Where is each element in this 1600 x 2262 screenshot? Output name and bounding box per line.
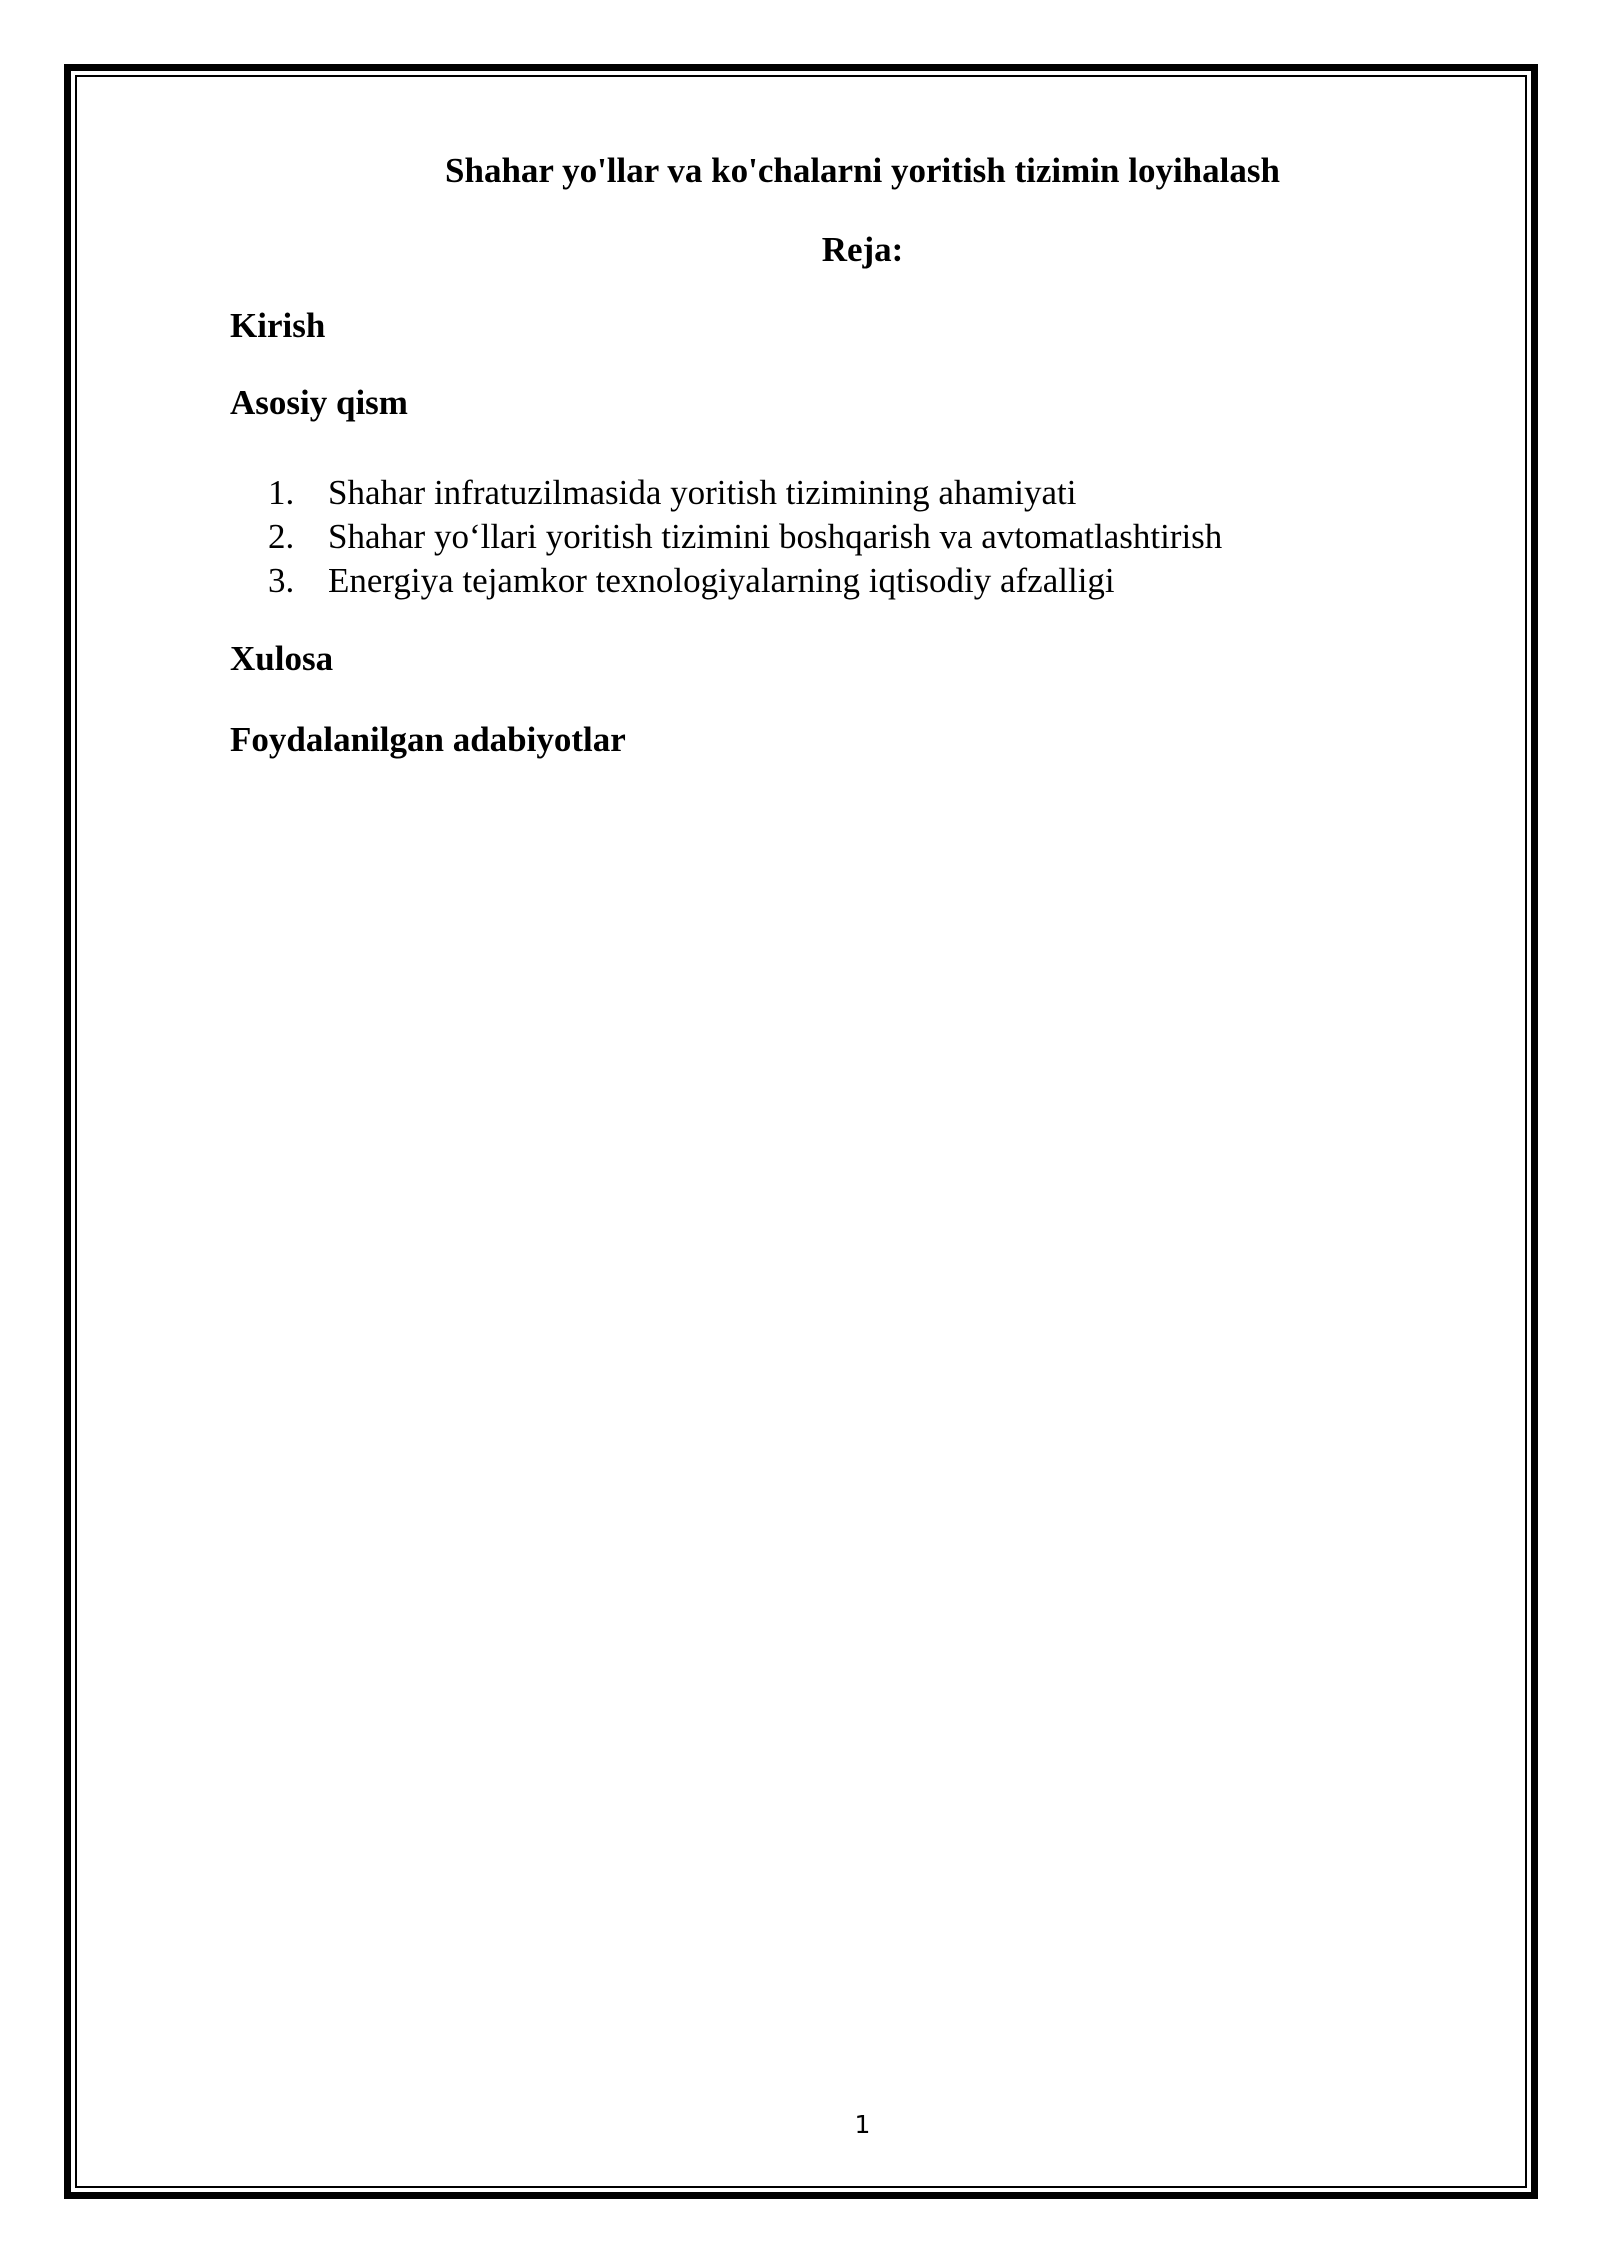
plan-item-text: Shahar yo‘llari yoritish tizimini boshqarish va avtomatlashtirish (328, 517, 1223, 556)
plan-item-number: 3. (268, 561, 295, 600)
plan-list (230, 471, 1222, 603)
plan-item-number-wrap (230, 559, 328, 603)
section-main: Asosiy qism (230, 383, 408, 422)
page-number: 1 (854, 2110, 871, 2139)
document-title: Shahar yo'llar va ko'chalarni yoritish tizimin loyihalash (445, 151, 1280, 190)
section-references: Foydalanilgan adabiyotlar (230, 720, 626, 759)
plan-item-text: Energiya tejamkor texnologiyalarning iqtisodiy afzalligi (328, 561, 1115, 600)
section-intro: Kirish (230, 306, 326, 345)
plan-item-number: 1. (268, 473, 295, 512)
plan-list-item (230, 471, 1222, 515)
plan-heading: Reja: (821, 230, 904, 269)
plan-list-item (230, 559, 1222, 603)
plan-item-number: 2. (268, 517, 295, 556)
plan-list-item (230, 515, 1222, 559)
section-conclusion: Xulosa (230, 639, 334, 678)
plan-item-number-wrap (230, 471, 328, 515)
plan-item-number-wrap (230, 515, 328, 559)
plan-item-text: Shahar infratuzilmasida yoritish tizimining ahamiyati (328, 473, 1077, 512)
